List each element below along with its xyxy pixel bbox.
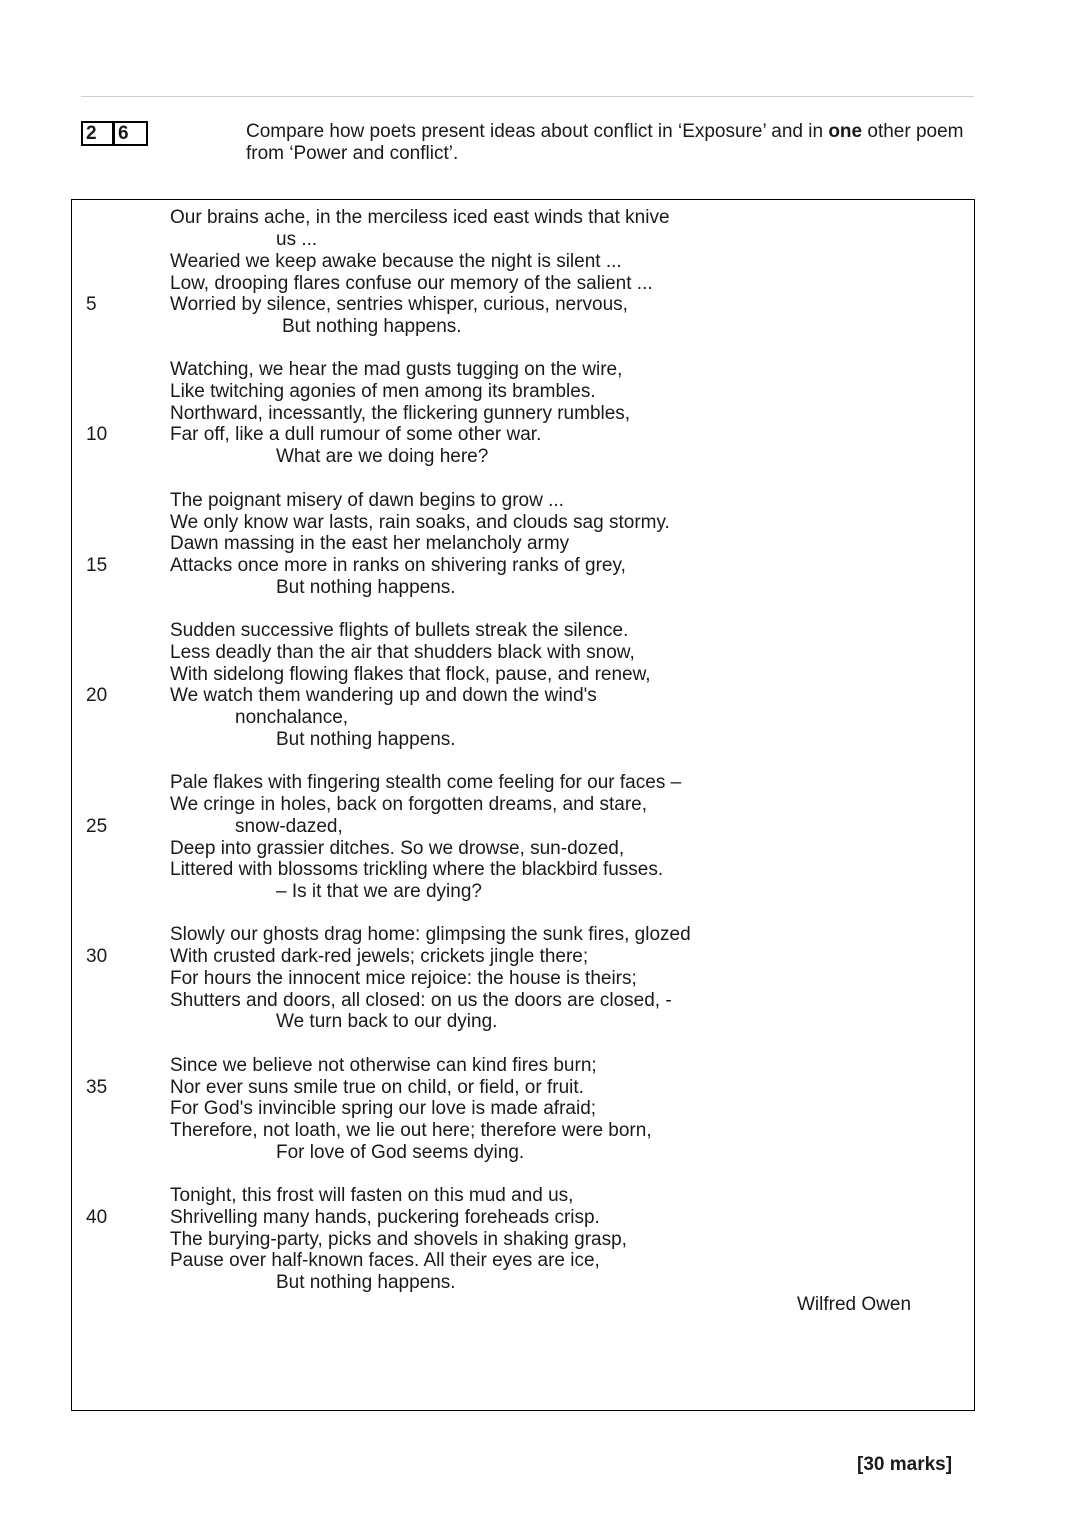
poem-line: Watching, we hear the mad gusts tugging on the wire, xyxy=(170,359,623,380)
poem-line: With sidelong flowing flakes that flock, pause, and renew, xyxy=(170,664,651,685)
poem-line: Since we believe not otherwise can kind fires burn; xyxy=(170,1055,597,1076)
poem-line: Far off, like a dull rumour of some other war. xyxy=(170,424,542,445)
question-text xyxy=(246,121,1016,165)
question-text-emphasis: one xyxy=(828,121,863,142)
poem-line: Shutters and doors, all closed: on us the doors are closed, - xyxy=(170,990,672,1011)
line-number: 5 xyxy=(86,294,97,315)
poem-line: nonchalance, xyxy=(235,707,349,728)
poem-line: Tonight, this frost will fasten on this mud and us, xyxy=(170,1185,574,1206)
poem-line: With crusted dark-red jewels; crickets jingle there; xyxy=(170,946,589,967)
header-rule xyxy=(81,96,974,97)
poem-line: Our brains ache, in the merciless iced east winds that knive xyxy=(170,207,670,228)
poem-author: Wilfred Owen xyxy=(797,1294,912,1315)
question-number-box-2: 6 xyxy=(113,121,148,146)
poem-line: snow-dazed, xyxy=(235,816,343,837)
poem-line: But nothing happens. xyxy=(276,577,456,598)
poem-line: The poignant misery of dawn begins to grow ... xyxy=(170,490,564,511)
poem-line: Less deadly than the air that shudders black with snow, xyxy=(170,642,635,663)
poem-line: What are we doing here? xyxy=(276,446,489,467)
line-number: 35 xyxy=(86,1077,108,1098)
question-text-part2: other poem xyxy=(862,121,964,142)
marks-label: [30 marks] xyxy=(857,1454,953,1475)
line-number: 10 xyxy=(86,424,108,445)
poem-line: But nothing happens. xyxy=(282,316,462,337)
poem-line: Slowly our ghosts drag home: glimpsing the sunk fires, glozed xyxy=(170,924,691,945)
poem-line: We only know war lasts, rain soaks, and clouds sag stormy. xyxy=(170,512,670,533)
poem-line: Wearied we keep awake because the night is silent ... xyxy=(170,251,622,272)
poem-line: Therefore, not loath, we lie out here; therefore were born, xyxy=(170,1120,652,1141)
poem-line: Worried by silence, sentries whisper, curious, nervous, xyxy=(170,294,628,315)
poem-line: Littered with blossoms trickling where the blackbird fusses. xyxy=(170,859,664,880)
poem-line: us ... xyxy=(276,229,318,250)
poem-line: Shrivelling many hands, puckering foreheads crisp. xyxy=(170,1207,600,1228)
poem-line: Attacks once more in ranks on shivering ranks of grey, xyxy=(170,555,626,576)
line-number: 25 xyxy=(86,816,108,837)
poem-line: Pause over half-known faces. All their eyes are ice, xyxy=(170,1250,600,1271)
poem-line: We watch them wandering up and down the wind's xyxy=(170,685,597,706)
poem-line: Pale flakes with fingering stealth come feeling for our faces – xyxy=(170,772,682,793)
poem-line: Sudden successive flights of bullets streak the silence. xyxy=(170,620,629,641)
poem-line: For hours the innocent mice rejoice: the house is theirs; xyxy=(170,968,637,989)
question-text-part1: Compare how poets present ideas about conflict in ‘Exposure’ and in xyxy=(246,121,829,142)
question-text-line2: from ‘Power and conflict’. xyxy=(246,143,459,164)
poem-line: For love of God seems dying. xyxy=(276,1142,525,1163)
poem-line: Deep into grassier ditches. So we drowse, sun-dozed, xyxy=(170,838,625,859)
line-number: 20 xyxy=(86,685,108,706)
poem-line: Nor ever suns smile true on child, or field, or fruit. xyxy=(170,1077,584,1098)
poem-line: Low, drooping flares confuse our memory of the salient ... xyxy=(170,273,653,294)
poem-line: For God's invincible spring our love is made afraid; xyxy=(170,1098,597,1119)
poem-line: Dawn massing in the east her melancholy army xyxy=(170,533,570,554)
poem-line: Northward, incessantly, the flickering gunnery rumbles, xyxy=(170,403,631,424)
poem-line: But nothing happens. xyxy=(276,1272,456,1293)
poem-line: The burying-party, picks and shovels in shaking grasp, xyxy=(170,1229,627,1250)
poem-line: But nothing happens. xyxy=(276,729,456,750)
question-number-box-1: 2 xyxy=(81,121,114,146)
line-number: 30 xyxy=(86,946,108,967)
poem-line: We turn back to our dying. xyxy=(276,1011,498,1032)
line-number: 15 xyxy=(86,555,108,576)
poem-line: We cringe in holes, back on forgotten dreams, and stare, xyxy=(170,794,648,815)
poem-line: – Is it that we are dying? xyxy=(276,881,482,902)
line-number: 40 xyxy=(86,1207,108,1228)
poem-line: Like twitching agonies of men among its brambles. xyxy=(170,381,596,402)
